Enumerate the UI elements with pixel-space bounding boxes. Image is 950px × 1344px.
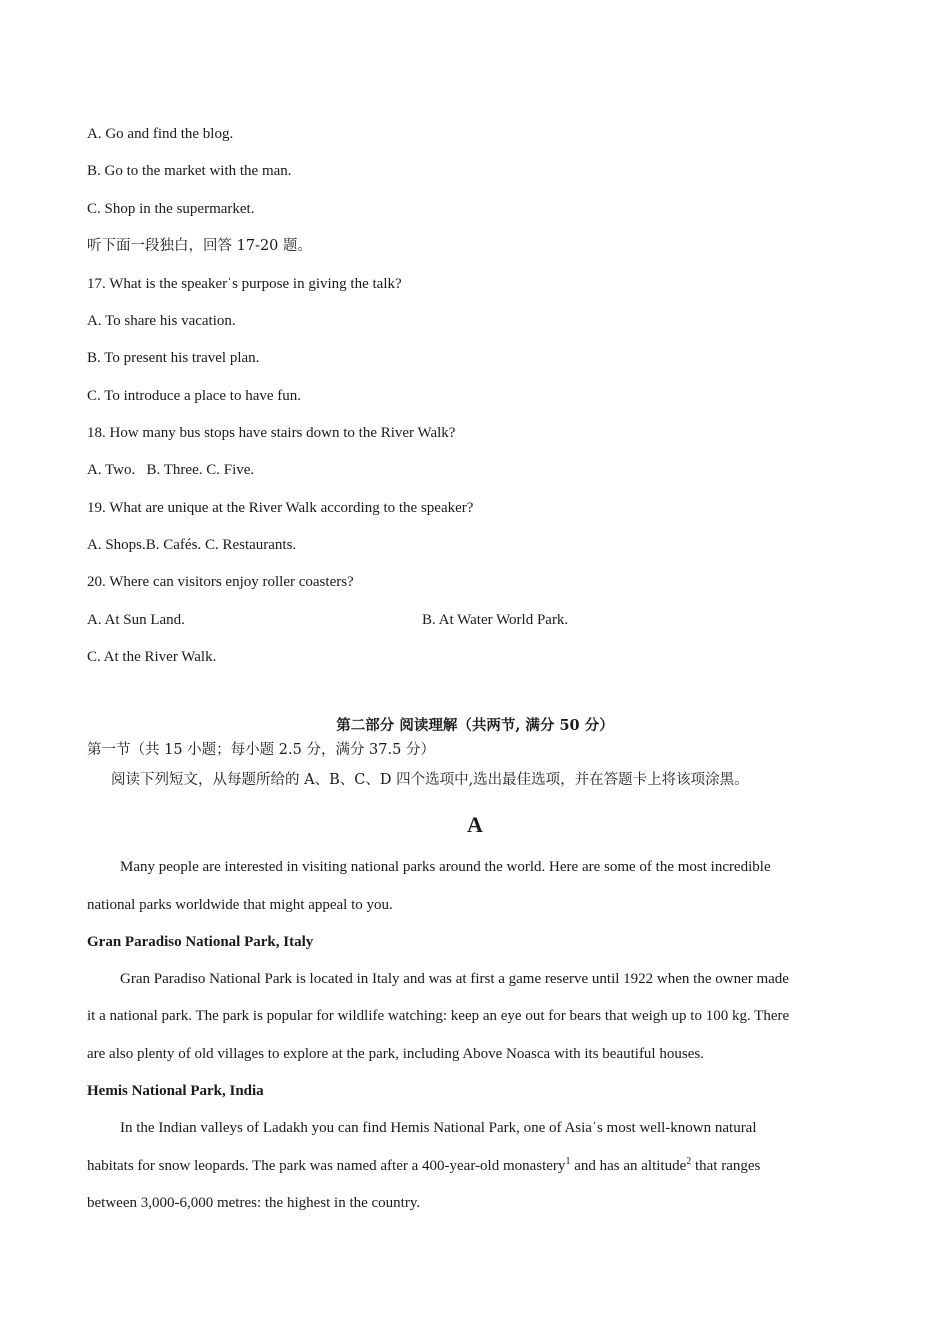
q19-option-c: C. Restaurants. (204, 537, 297, 553)
passage-letter: A (467, 812, 483, 837)
q20-option-c: C. At the River Walk. (87, 649, 217, 665)
q17-option-a: A. To share his vacation. (87, 313, 236, 329)
q18-options (87, 460, 254, 480)
park1-line-1: Gran Paradiso National Park is located in Italy and was at first a game reserve until 1922 when the owner made (120, 971, 789, 987)
park1-title: Gran Paradiso National Park, Italy (87, 934, 314, 950)
q19-options (87, 535, 296, 555)
park2-line-2 (87, 1156, 760, 1176)
q16-option-c: C. Shop in the supermarket. (87, 201, 255, 217)
q18-question: 18. How many bus stops have stairs down to the River Walk? (87, 425, 456, 441)
q20-question: 20. Where can visitors enjoy roller coasters? (87, 574, 354, 590)
part2-heading: 第二部分 阅读理解（共两节, 满分 50 分） (336, 717, 614, 734)
q19-question: 19. What are unique at the River Walk according to the speaker? (87, 500, 474, 516)
park2-line-2-part-c: that ranges (691, 1158, 761, 1174)
q18-option-a: A. Two. (87, 462, 136, 478)
footnote-2-marker: 2 (686, 1156, 692, 1167)
q18-option-b: B. Three. (146, 462, 203, 478)
q19-option-a: A. Shops. (87, 537, 146, 553)
park1-line-3: are also plenty of old villages to explore at the park, including Above Noasca with its beautiful houses. (87, 1046, 704, 1062)
q17-question: 17. What is the speakerˈs purpose in giving the talk? (87, 276, 402, 292)
intro-line-1: Many people are interested in visiting national parks around the world. Here are some of the most incredible (120, 859, 771, 875)
park2-line-2-part-a: habitats for snow leopards. The park was named after a 400-year-old monastery (87, 1158, 566, 1174)
q20-option-b: B. At Water World Park. (422, 612, 569, 628)
park2-line-1: In the Indian valleys of Ladakh you can find Hemis National Park, one of Asiaˈs most well-known natural (120, 1120, 757, 1136)
section1-heading: 第一节（共 15 小题；每小题 2.5 分，满分 37.5 分） (87, 742, 435, 758)
q17-option-c: C. To introduce a place to have fun. (87, 388, 302, 404)
q17-option-b: B. To present his travel plan. (87, 350, 260, 366)
park2-line-3: between 3,000-6,000 metres: the highest in the country. (87, 1195, 421, 1211)
q20-option-a: A. At Sun Land. (87, 612, 185, 628)
q16-option-b: B. Go to the market with the man. (87, 163, 292, 179)
intro-line-2: national parks worldwide that might appeal to you. (87, 897, 393, 913)
q18-option-c: C. Five. (206, 462, 255, 478)
park1-line-2: it a national park. The park is popular for wildlife watching: keep an eye out for bears that weigh up to 100 kg. There (87, 1008, 790, 1024)
park2-line-2-part-b: and has an altitude (570, 1158, 687, 1174)
footnote-1-marker: 1 (565, 1156, 571, 1167)
reading-instruction: 阅读下列短文，从每题所给的 A、B、C、D 四个选项中,选出最佳选项，并在答题卡上将该项涂黑。 (111, 772, 749, 788)
monologue-intro: 听下面一段独白，回答 17-20 题。 (87, 238, 313, 254)
q16-option-a: A. Go and find the blog. (87, 126, 234, 142)
q19-option-b: B. Cafés. (145, 537, 202, 553)
park2-title: Hemis National Park, India (87, 1083, 264, 1099)
